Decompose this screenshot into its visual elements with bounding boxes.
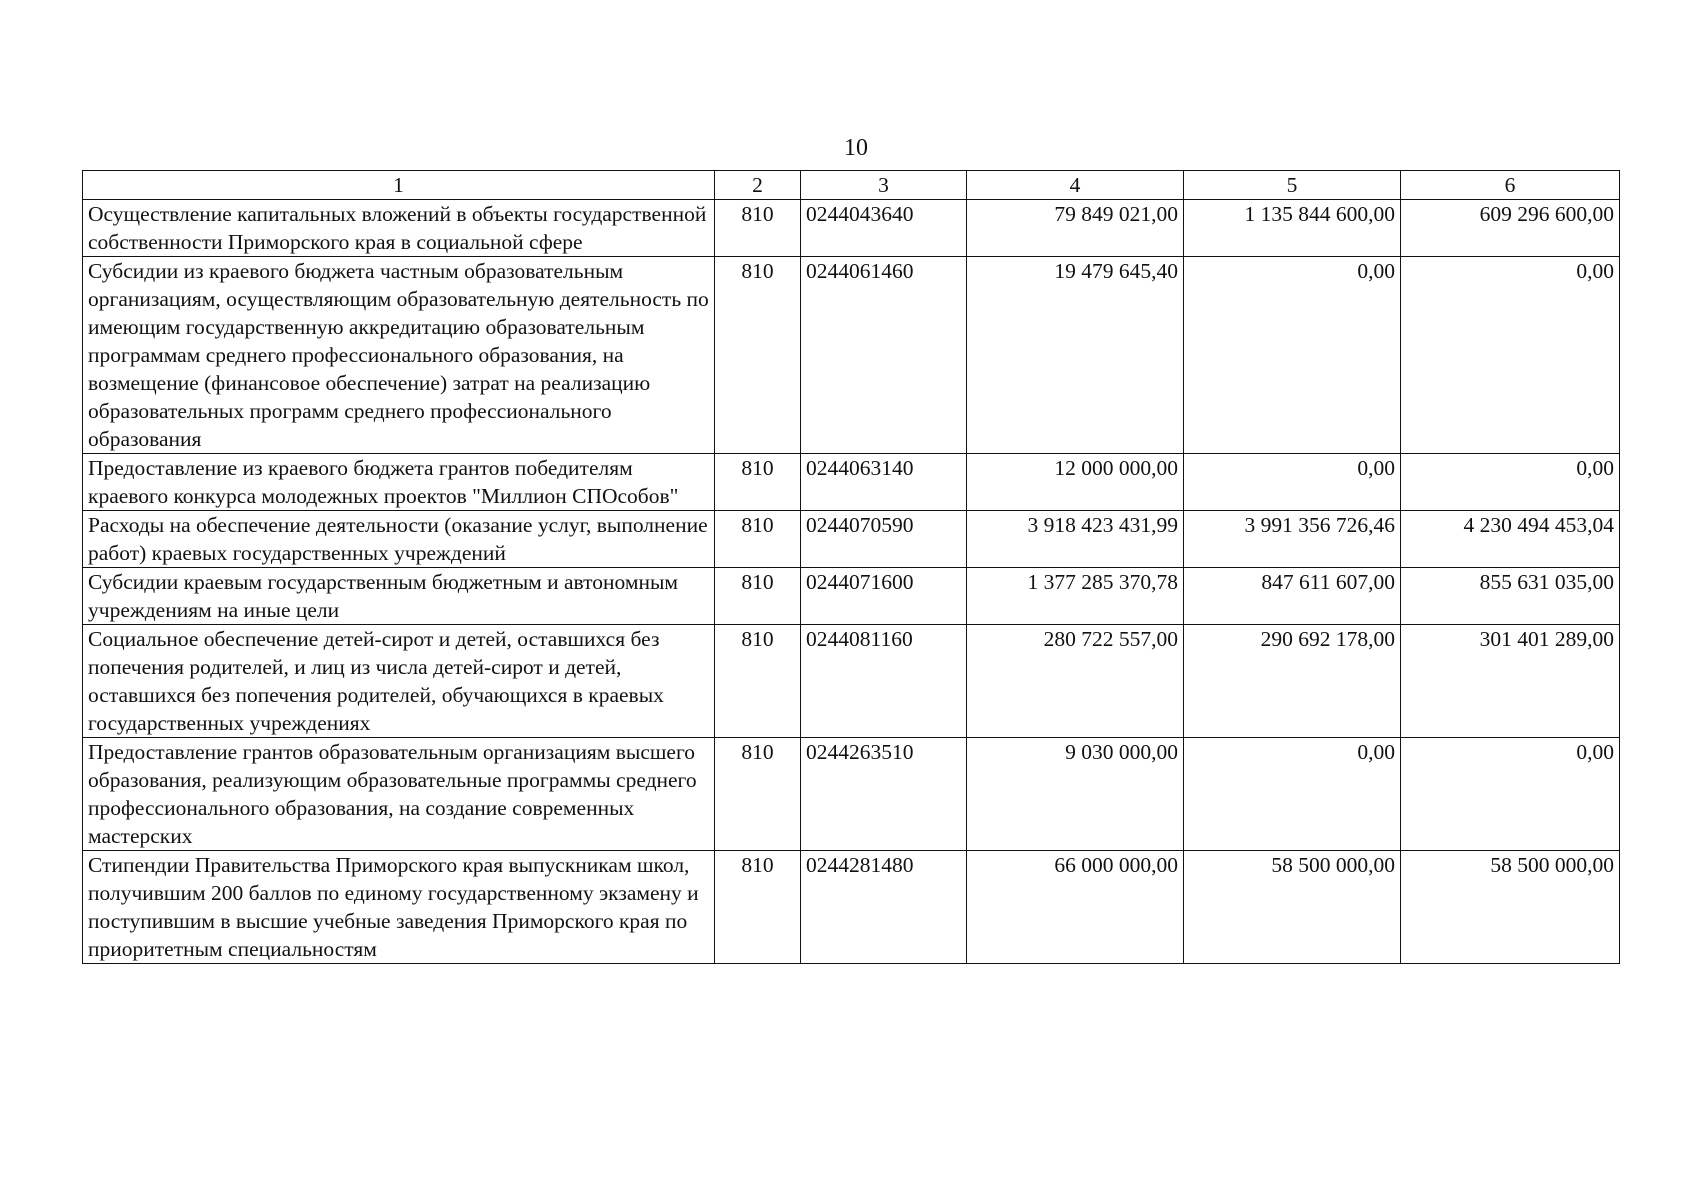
amount-col5: 0,00: [1184, 738, 1401, 851]
amount-col4: 3 918 423 431,99: [967, 511, 1184, 568]
table-row: [83, 454, 1620, 511]
amount-col5: 3 991 356 726,46: [1184, 511, 1401, 568]
target-article-code: 0244071600: [801, 568, 967, 625]
table-row: [83, 257, 1620, 454]
expense-name: Социальное обеспечение детей-сирот и детей, оставшихся без попечения родителей, и лиц из числа детей-сирот и детей, оставшихся без попечения родителей, обучающихся в краевых государственных учреждениях: [83, 625, 715, 738]
amount-col5: 58 500 000,00: [1184, 851, 1401, 964]
amount-col5: 290 692 178,00: [1184, 625, 1401, 738]
amount-col4: 9 030 000,00: [967, 738, 1184, 851]
amount-col4: 66 000 000,00: [967, 851, 1184, 964]
amount-col6: 855 631 035,00: [1401, 568, 1620, 625]
table-row: [83, 568, 1620, 625]
amount-col6: 301 401 289,00: [1401, 625, 1620, 738]
expense-name: Предоставление грантов образовательным организациям высшего образования, реализующим образовательные программы среднего профессионального образования, на создание современных мастерских: [83, 738, 715, 851]
expense-name: Расходы на обеспечение деятельности (оказание услуг, выполнение работ) краевых государственных учреждений: [83, 511, 715, 568]
target-article-code: 0244281480: [801, 851, 967, 964]
column-header-1: 1: [83, 171, 715, 200]
amount-col6: 4 230 494 453,04: [1401, 511, 1620, 568]
target-article-code: 0244063140: [801, 454, 967, 511]
amount-col4: 1 377 285 370,78: [967, 568, 1184, 625]
target-article-code: 0244043640: [801, 200, 967, 257]
table-row: [83, 738, 1620, 851]
expense-name: Осуществление капитальных вложений в объекты государственной собственности Приморского края в социальной сфере: [83, 200, 715, 257]
table-row: [83, 200, 1620, 257]
amount-col6: 609 296 600,00: [1401, 200, 1620, 257]
grbs-code: 810: [715, 625, 801, 738]
page-number: 10: [844, 135, 868, 161]
grbs-code: 810: [715, 200, 801, 257]
amount-col6: 0,00: [1401, 738, 1620, 851]
grbs-code: 810: [715, 738, 801, 851]
target-article-code: 0244070590: [801, 511, 967, 568]
amount-col6: 0,00: [1401, 454, 1620, 511]
amount-col6: 58 500 000,00: [1401, 851, 1620, 964]
expense-name: Предоставление из краевого бюджета грантов победителям краевого конкурса молодежных проектов "Миллион СПОсобов": [83, 454, 715, 511]
grbs-code: 810: [715, 511, 801, 568]
amount-col4: 19 479 645,40: [967, 257, 1184, 454]
column-header-6: 6: [1401, 171, 1620, 200]
target-article-code: 0244061460: [801, 257, 967, 454]
amount-col4: 79 849 021,00: [967, 200, 1184, 257]
column-header-4: 4: [967, 171, 1184, 200]
column-header-2: 2: [715, 171, 801, 200]
amount-col4: 280 722 557,00: [967, 625, 1184, 738]
table-row: [83, 625, 1620, 738]
amount-col5: 847 611 607,00: [1184, 568, 1401, 625]
target-article-code: 0244263510: [801, 738, 967, 851]
expense-name: Стипендии Правительства Приморского края выпускникам школ, получившим 200 баллов по единому государственному экзамену и поступившим в высшие учебные заведения Приморского края по приоритетным специальностям: [83, 851, 715, 964]
amount-col6: 0,00: [1401, 257, 1620, 454]
target-article-code: 0244081160: [801, 625, 967, 738]
table-row: [83, 511, 1620, 568]
table-header-row: [83, 171, 1620, 200]
expense-name: Субсидии краевым государственным бюджетным и автономным учреждениям на иные цели: [83, 568, 715, 625]
column-header-3: 3: [801, 171, 967, 200]
amount-col5: 0,00: [1184, 257, 1401, 454]
grbs-code: 810: [715, 851, 801, 964]
grbs-code: 810: [715, 257, 801, 454]
column-header-5: 5: [1184, 171, 1401, 200]
table-row: [83, 851, 1620, 964]
grbs-code: 810: [715, 454, 801, 511]
amount-col5: 1 135 844 600,00: [1184, 200, 1401, 257]
grbs-code: 810: [715, 568, 801, 625]
expense-name: Субсидии из краевого бюджета частным образовательным организациям, осуществляющим образовательную деятельность по имеющим государственную аккредитацию образовательным программам среднего профессионального образования, на возмещение (финансовое обеспечение) затрат на реализацию образовательных программ среднего профессионального образования: [83, 257, 715, 454]
amount-col4: 12 000 000,00: [967, 454, 1184, 511]
amount-col5: 0,00: [1184, 454, 1401, 511]
budget-table: [82, 170, 1620, 964]
